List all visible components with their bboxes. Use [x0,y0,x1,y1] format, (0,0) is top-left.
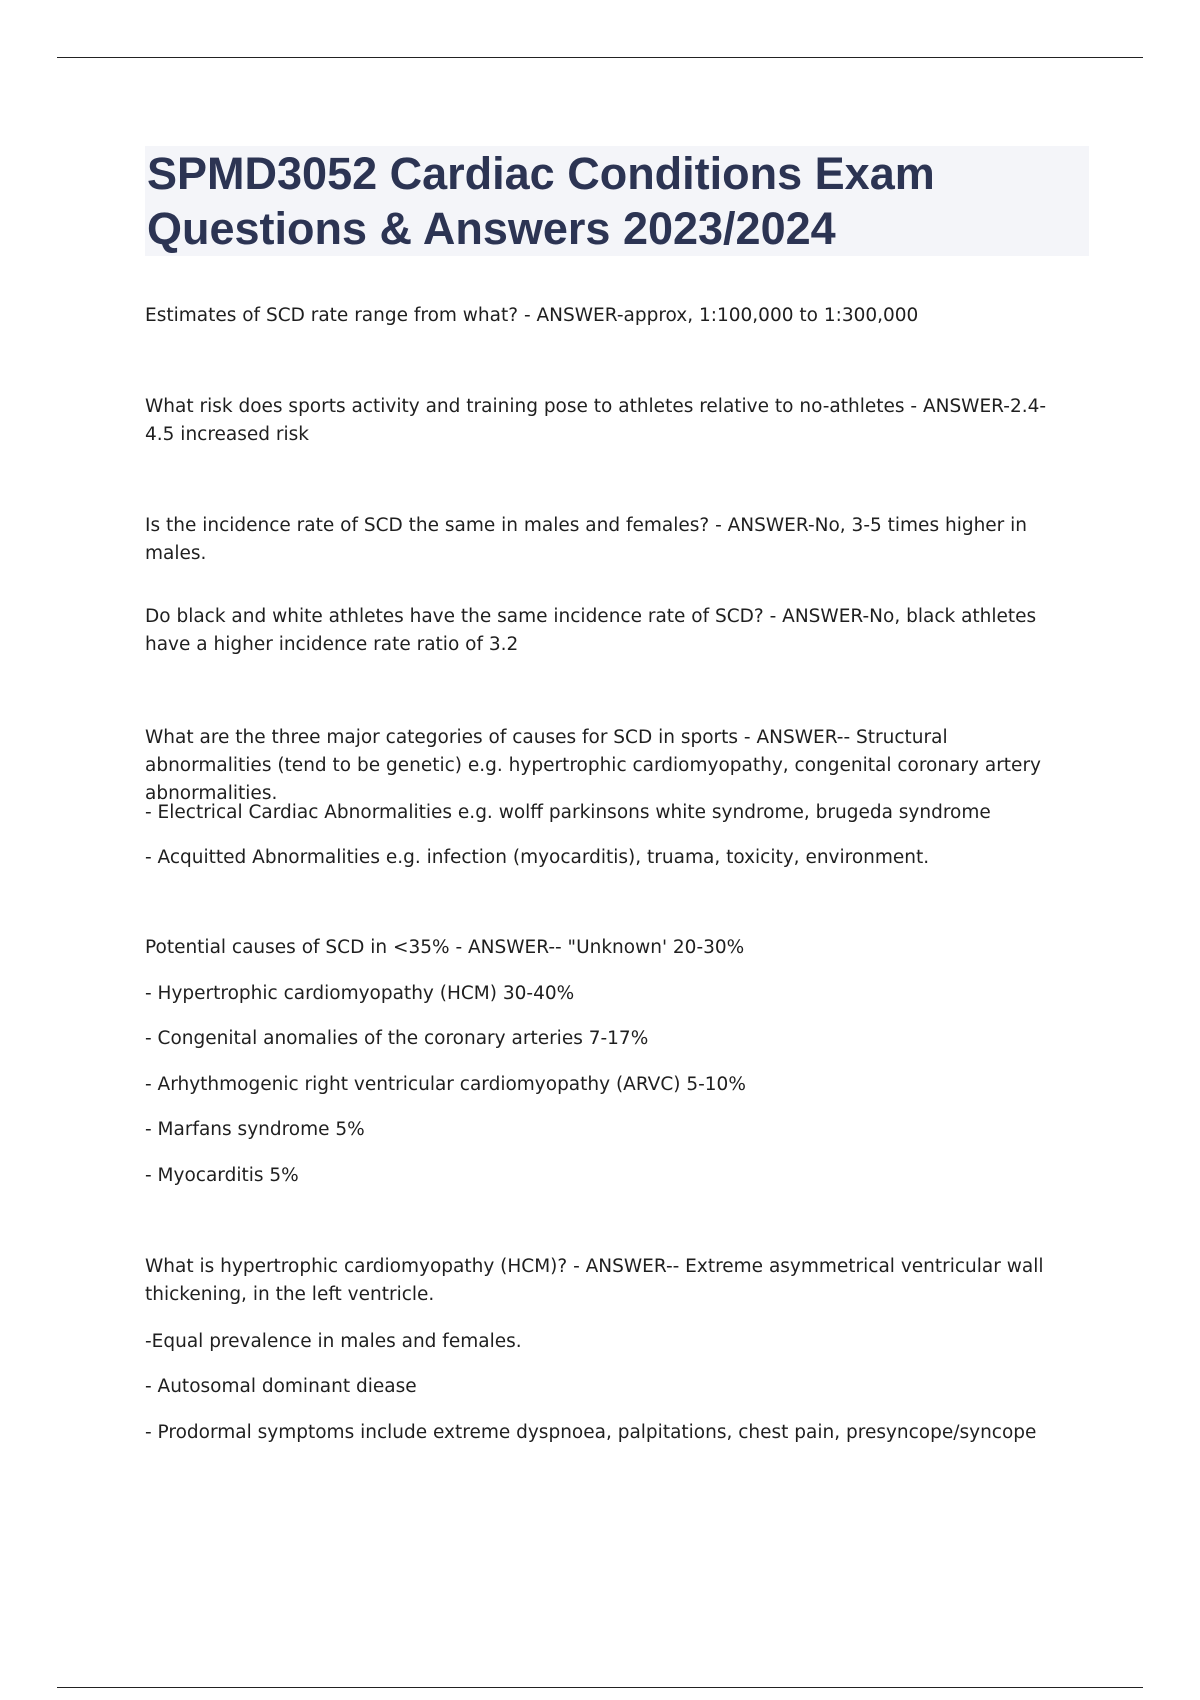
document-title-line-2: Questions & Answers 2023/2024 [147,203,836,254]
bottom-rule [57,1687,1143,1688]
qa-list-item: - Myocarditis 5% [145,1165,299,1186]
qa-list-item: - Prodormal symptoms include extreme dyspnoea, palpitations, chest pain, presyncope/syncope [145,1422,1037,1443]
qa-list-item: - Acquitted Abnormalities e.g. infection (myocarditis), truama, toxicity, environment. [145,847,930,868]
qa-paragraph: What risk does sports activity and training pose to athletes relative to no-athletes - ANSWER-2.4-4.5 increased risk [145,396,1047,445]
document-title-line-1: SPMD3052 Cardiac Conditions Exam [147,148,935,199]
qa-paragraph: What are the three major categories of causes for SCD in sports - ANSWER-- Structural abnormalities (tend to be genetic) e.g. hypertrophic cardiomyopathy, congenital coronary artery abnormalities. [145,727,1041,804]
qa-list-item: - Marfans syndrome 5% [145,1119,365,1140]
document-title-box [145,146,1089,256]
qa-paragraph: What is hypertrophic cardiomyopathy (HCM)? - ANSWER-- Extreme asymmetrical ventricular wall thickening, in the left ventricle. [145,1256,1044,1305]
qa-list-item: - Congenital anomalies of the coronary arteries 7-17% [145,1028,649,1049]
qa-paragraph: Potential causes of SCD in <35% - ANSWER-- "Unknown' 20-30% [145,937,745,958]
qa-paragraph: Estimates of SCD rate range from what? - ANSWER-approx, 1:100,000 to 1:300,000 [145,305,919,326]
top-rule [57,57,1143,58]
qa-list-item: - Hypertrophic cardiomyopathy (HCM) 30-40% [145,983,575,1004]
qa-list-item: -Equal prevalence in males and females. [145,1331,522,1352]
qa-paragraph: Do black and white athletes have the same incidence rate of SCD? - ANSWER-No, black athletes have a higher incidence rate ratio of 3.2 [145,606,1037,655]
qa-list-item: - Arhythmogenic right ventricular cardiomyopathy (ARVC) 5-10% [145,1074,746,1095]
qa-list-item: - Autosomal dominant diease [145,1376,417,1397]
qa-paragraph: Is the incidence rate of SCD the same in males and females? - ANSWER-No, 3-5 times higher in males. [145,515,1028,564]
qa-list-item: - Electrical Cardiac Abnormalities e.g. wolff parkinsons white syndrome, brugeda syndrome [145,802,991,823]
